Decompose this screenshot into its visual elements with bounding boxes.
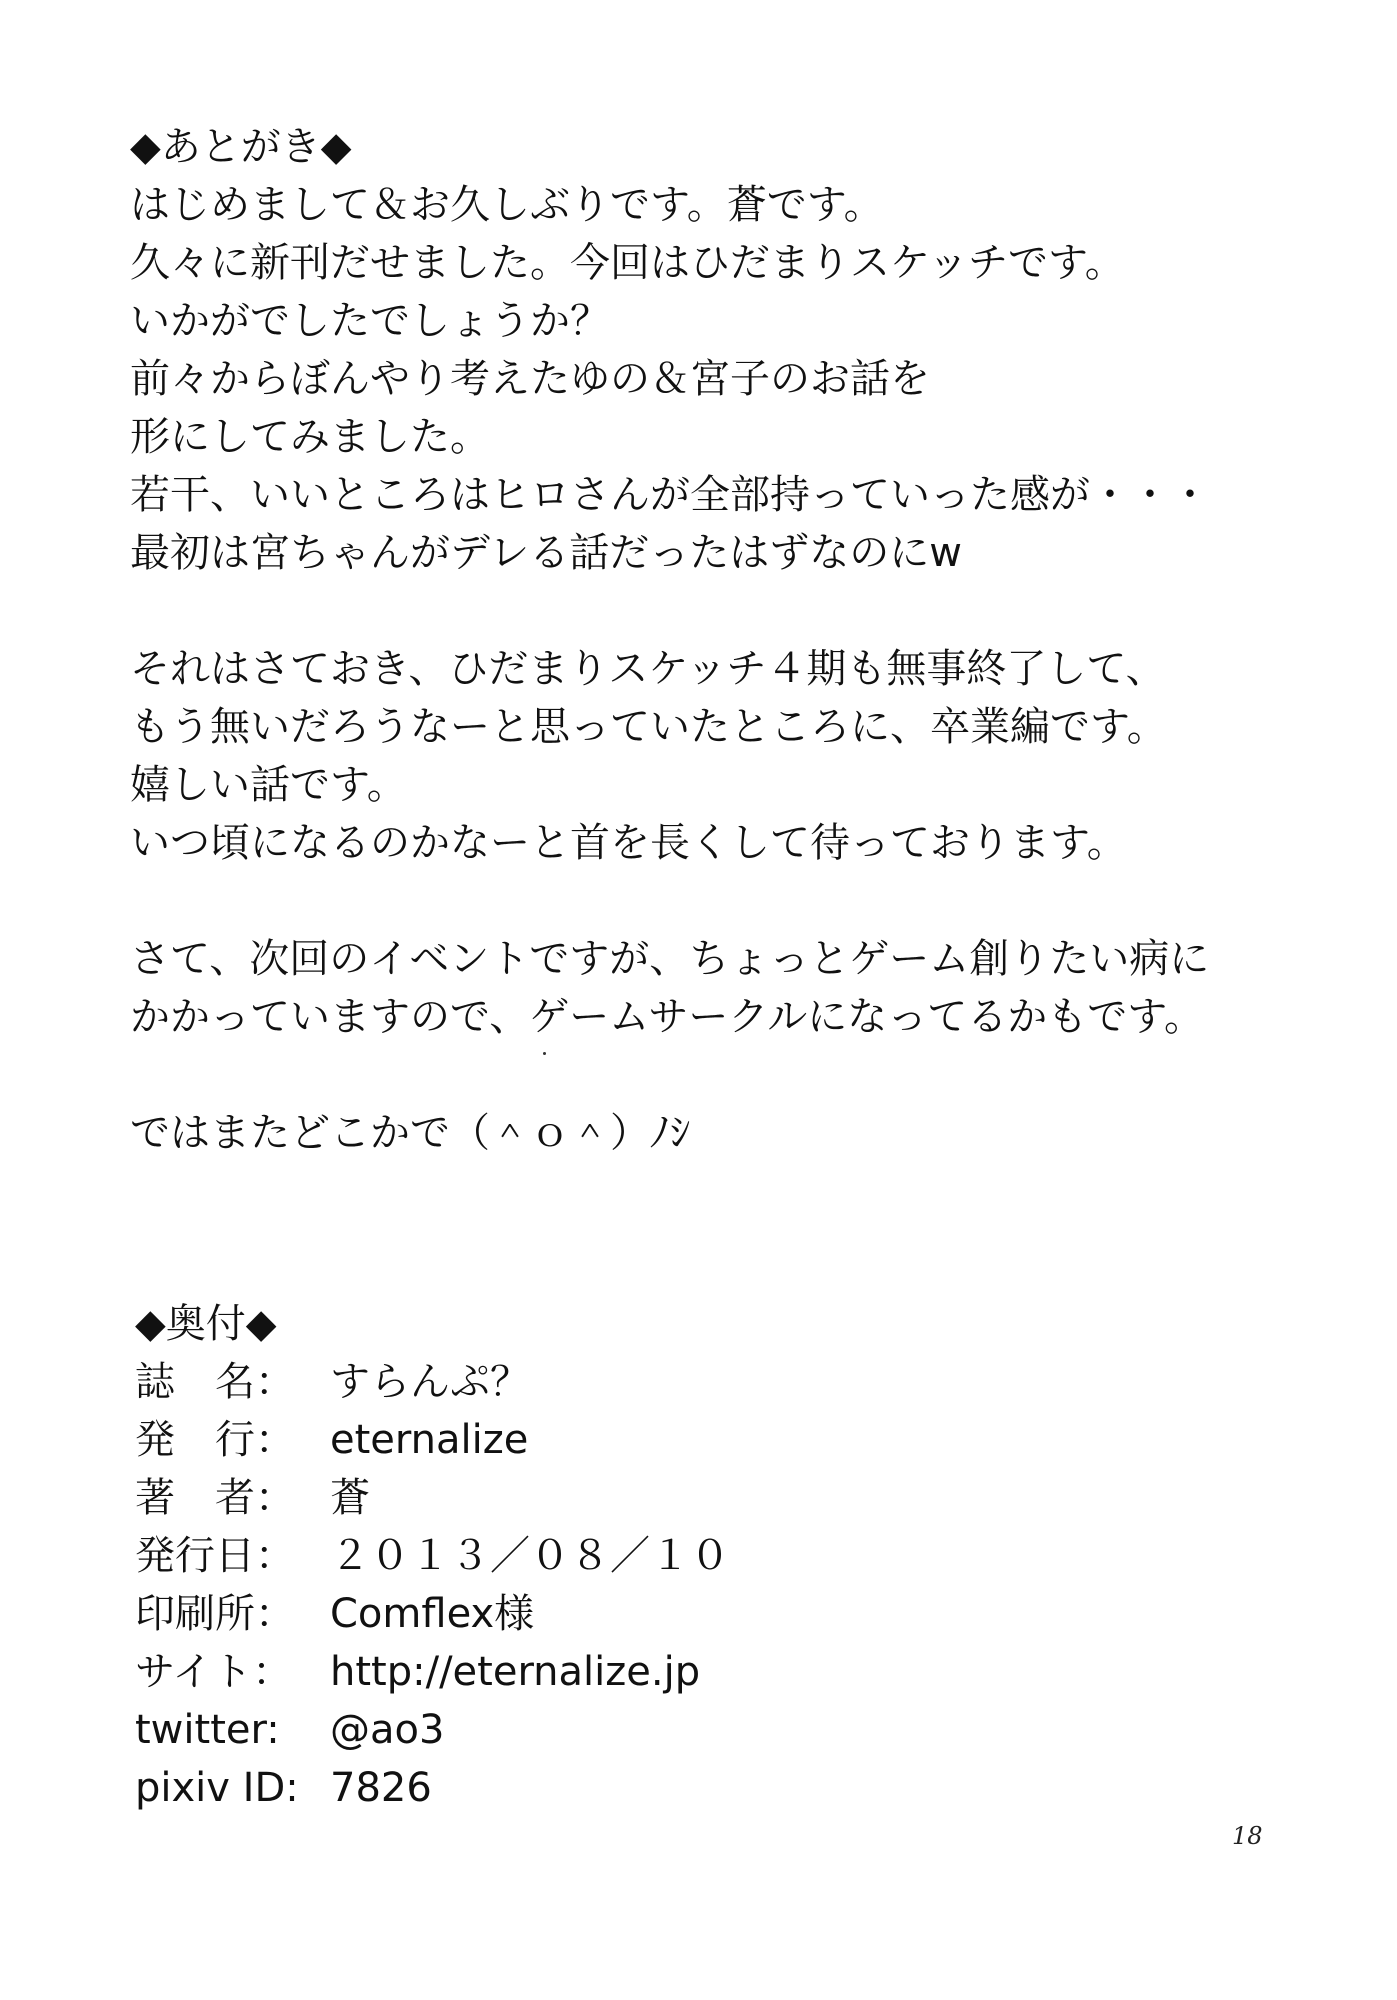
colophon-key: 発行日：	[135, 1533, 295, 1579]
colophon-key: twitter:	[135, 1707, 280, 1753]
colophon-key: 著 者：	[135, 1475, 295, 1521]
colophon-key: サイト：	[135, 1649, 293, 1695]
afterword-heading: ◆あとがき◆	[130, 124, 352, 170]
colophon-row-printer	[135, 1585, 1035, 1643]
colophon-key: pixiv ID:	[135, 1765, 299, 1811]
colophon-key: 誌 名：	[135, 1359, 295, 1405]
colophon-row-publisher	[135, 1411, 1035, 1469]
colophon-section	[135, 1295, 1035, 1817]
colophon-value: すらんぷ？	[330, 1359, 530, 1405]
text-line: いつ頃になるのかなーと首を長くして待っております。	[130, 820, 1127, 866]
colophon-row-pixiv	[135, 1759, 1035, 1817]
colophon-value: http://eternalize.jp	[330, 1649, 701, 1695]
text-line: 若干、いいところはヒロさんが全部持っていった感が・・・	[130, 472, 1210, 518]
colophon-value: Comflex様	[330, 1591, 535, 1637]
paragraph-gap	[130, 872, 1290, 930]
text-line: 嬉しい話です。	[130, 762, 407, 808]
colophon-row-author	[135, 1469, 1035, 1527]
text-line: いかがでしたでしょうか？	[130, 298, 610, 344]
afterword-paragraph	[130, 930, 1290, 1046]
scan-speck	[543, 1052, 546, 1055]
afterword-paragraph	[130, 176, 1290, 582]
colophon-value: 7826	[330, 1765, 432, 1811]
colophon-key: 印刷所：	[135, 1591, 295, 1637]
colophon-row-twitter	[135, 1701, 1035, 1759]
paragraph-gap	[130, 1046, 1290, 1104]
colophon-value: @ao3	[330, 1707, 445, 1753]
colophon-value: eternalize	[330, 1417, 529, 1463]
text-line: 形にしてみました。	[130, 414, 490, 460]
page-number: 18	[1232, 1822, 1263, 1850]
colophon-heading: ◆奥付◆	[135, 1301, 277, 1347]
colophon-row-date	[135, 1527, 1035, 1585]
colophon-key: 発 行：	[135, 1417, 295, 1463]
text-line: もう無いだろうなーと思っていたところに、卒業編です。	[130, 704, 1167, 750]
paragraph-gap	[130, 582, 1290, 640]
text-line: 前々からぼんやり考えたゆの＆宮子のお話を	[130, 356, 930, 402]
colophon-value: ２０１３／０８／１０	[330, 1533, 730, 1579]
colophon-row-site	[135, 1643, 1035, 1701]
text-line: はじめまして＆お久しぶりです。蒼です。	[130, 182, 884, 228]
text-line: それはさておき、ひだまりスケッチ４期も無事終了して、	[130, 646, 1166, 692]
afterword-section	[130, 118, 1290, 1162]
text-line: さて、次回のイベントですが、ちょっとゲーム創りたい病に	[130, 936, 1210, 982]
afterword-paragraph	[130, 1104, 1290, 1162]
afterword-paragraph	[130, 640, 1290, 872]
text-line: ではまたどこかで（＾ｏ＾）ﾉｼ	[130, 1110, 690, 1156]
colophon-row-title	[135, 1353, 1035, 1411]
colophon-value: 蒼	[330, 1475, 370, 1521]
text-line: かかっていますので、ゲームサークルになってるかもです。	[130, 994, 1204, 1040]
text-line: 久々に新刊だせました。今回はひだまりスケッチです。	[130, 240, 1125, 286]
text-line: 最初は宮ちゃんがデレる話だったはずなのにw	[130, 530, 962, 576]
